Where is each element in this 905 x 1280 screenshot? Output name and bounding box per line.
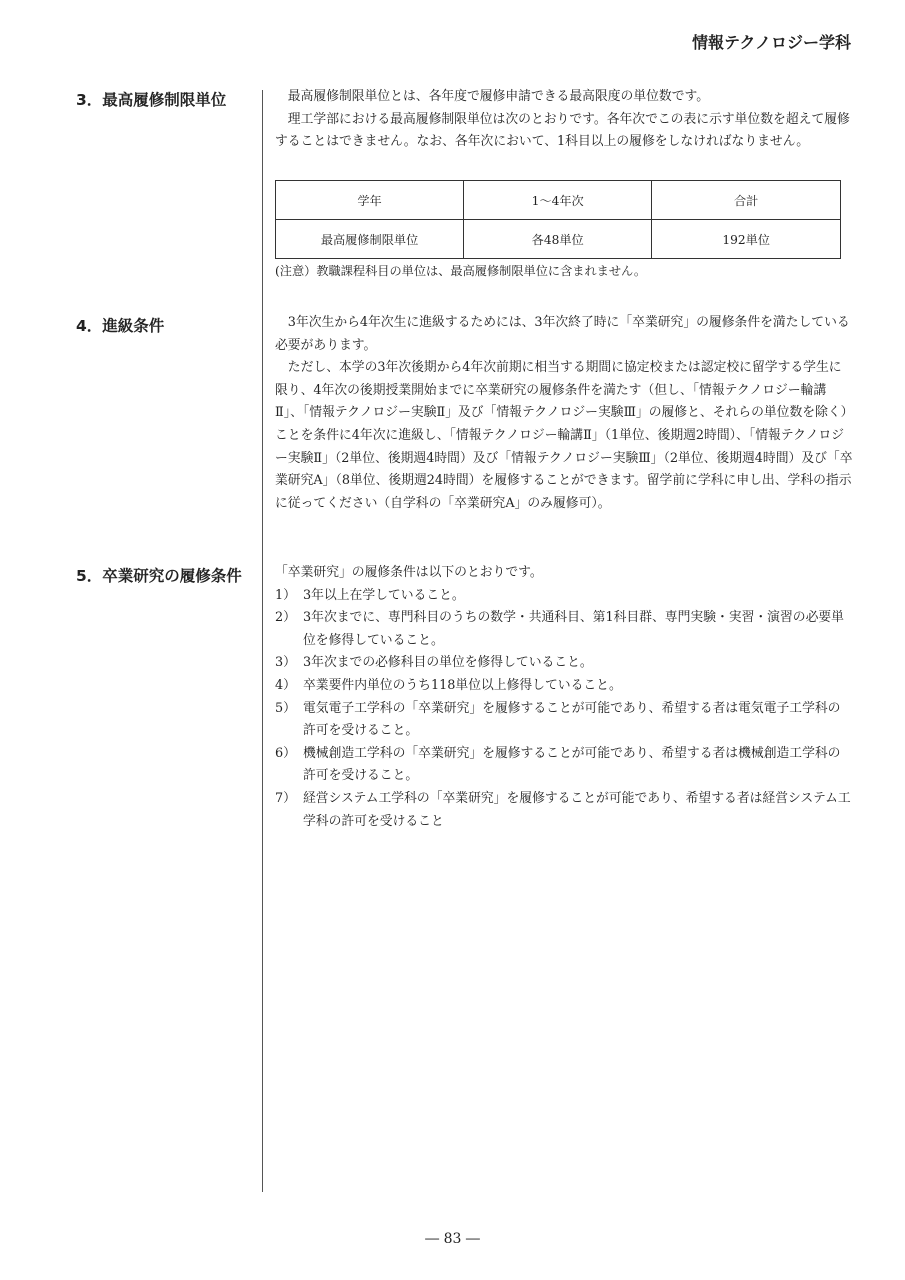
table-header-row <box>276 181 841 220</box>
section-4-paragraph: ただし、本学の3年次後期から4年次前期に相当する期間に協定校または認定校に留学する学生に限り、4年次の後期授業開始までに卒業研究の履修条件を満たす（但し、「情報テクノロジー輪講Ⅱ」、「情報テクノロジー実験Ⅱ」及び「情報テクノロジー実験Ⅲ」の履修と、それらの単位数を除く）ことを条件に4年次に進級し、「情報テクノロジー輪講Ⅱ」（1単位、後期週2時間）、「情報テクノロジー実験Ⅱ」（2単位、後期週4時間）及び「情報テクノロジー実験Ⅲ」（2単位、後期週4時間）及び「卒業研究A」（8単位、後期週24時間）を履修することができます。留学前に学科に申し出、学科の指示に従ってください（自学科の「卒業研究A」のみ履修可）。 <box>275 360 853 511</box>
section-3-paragraph: 理工学部における最高履修制限単位は次のとおりです。各年次でこの表に示す単位数を超えて履修することはできません。なお、各年次において、1科目以上の履修をしなければなりません。 <box>275 111 850 150</box>
list-item <box>275 675 853 698</box>
list-item-text: 3年次までの必修科目の単位を修得していること。 <box>303 655 593 671</box>
list-item-number: 3） <box>275 655 296 671</box>
section-5-intro: 「卒業研究」の履修条件は以下のとおりです。 <box>275 565 543 580</box>
table-cell: 1～4年次 <box>464 181 652 220</box>
department-header: 情報テクノロジー学科 <box>691 33 851 52</box>
section-3-paragraph: 最高履修制限単位とは、各年度で履修申請できる最高限度の単位数です。 <box>287 89 710 104</box>
list-item-text: 3年以上在学していること。 <box>303 587 465 603</box>
credit-limit-table <box>275 180 841 259</box>
section-3-body <box>275 86 853 154</box>
table-cell: 192単位 <box>652 220 841 259</box>
list-item-text: 経営システム工学科の「卒業研究」を履修することが可能であり、希望する者は経営システム工学科の許可を受けること <box>303 790 851 829</box>
table-row <box>276 220 841 259</box>
list-item <box>275 652 853 675</box>
list-item-text: 3年次までに、専門科目のうちの数学・共通科目、第1科目群、専門実験・実習・演習の必要単位を修得していること。 <box>303 610 844 648</box>
list-item-number: 5） <box>275 700 296 716</box>
list-item-text: 卒業要件内単位のうち118単位以上修得していること。 <box>303 677 622 693</box>
list-item-text: 電気電子工学科の「卒業研究」を履修することが可能であり、希望する者は電気電子工学科の許可を受けること。 <box>303 700 841 739</box>
table-cell: 各48単位 <box>464 220 652 259</box>
list-item-number: 4） <box>275 677 296 693</box>
list-item <box>275 743 853 788</box>
list-item <box>275 698 853 743</box>
list-item-number: 6） <box>275 745 296 761</box>
table-cell: 最高履修制限単位 <box>276 220 464 259</box>
list-item-number: 7） <box>275 790 296 806</box>
list-item <box>275 788 853 833</box>
list-item <box>275 585 853 608</box>
section-4-body <box>275 312 853 515</box>
section-4-heading: 4．進級条件 <box>76 317 165 335</box>
list-item-number: 1） <box>275 587 296 603</box>
table-cell: 学年 <box>276 181 464 220</box>
section-5-heading: 5．卒業研究の履修条件 <box>76 567 242 585</box>
list-item <box>275 607 853 652</box>
vertical-divider <box>262 90 263 1192</box>
list-item-number: 2） <box>275 610 296 626</box>
page-number: ― 83 ― <box>425 1231 480 1247</box>
table-note: (注意）教職課程科目の単位は、最高履修制限単位に含まれません。 <box>275 264 647 278</box>
section-3-heading: 3．最高履修制限単位 <box>76 91 227 109</box>
list-item-text: 機械創造工学科の「卒業研究」を履修することが可能であり、希望する者は機械創造工学科の許可を受けること。 <box>303 745 841 784</box>
section-5-body <box>275 562 853 833</box>
section-4-paragraph: 3年次生から4年次生に進級するためには、3年次終了時に「卒業研究」の履修条件を満たしている必要があります。 <box>275 315 850 353</box>
table-cell: 合計 <box>652 181 841 220</box>
